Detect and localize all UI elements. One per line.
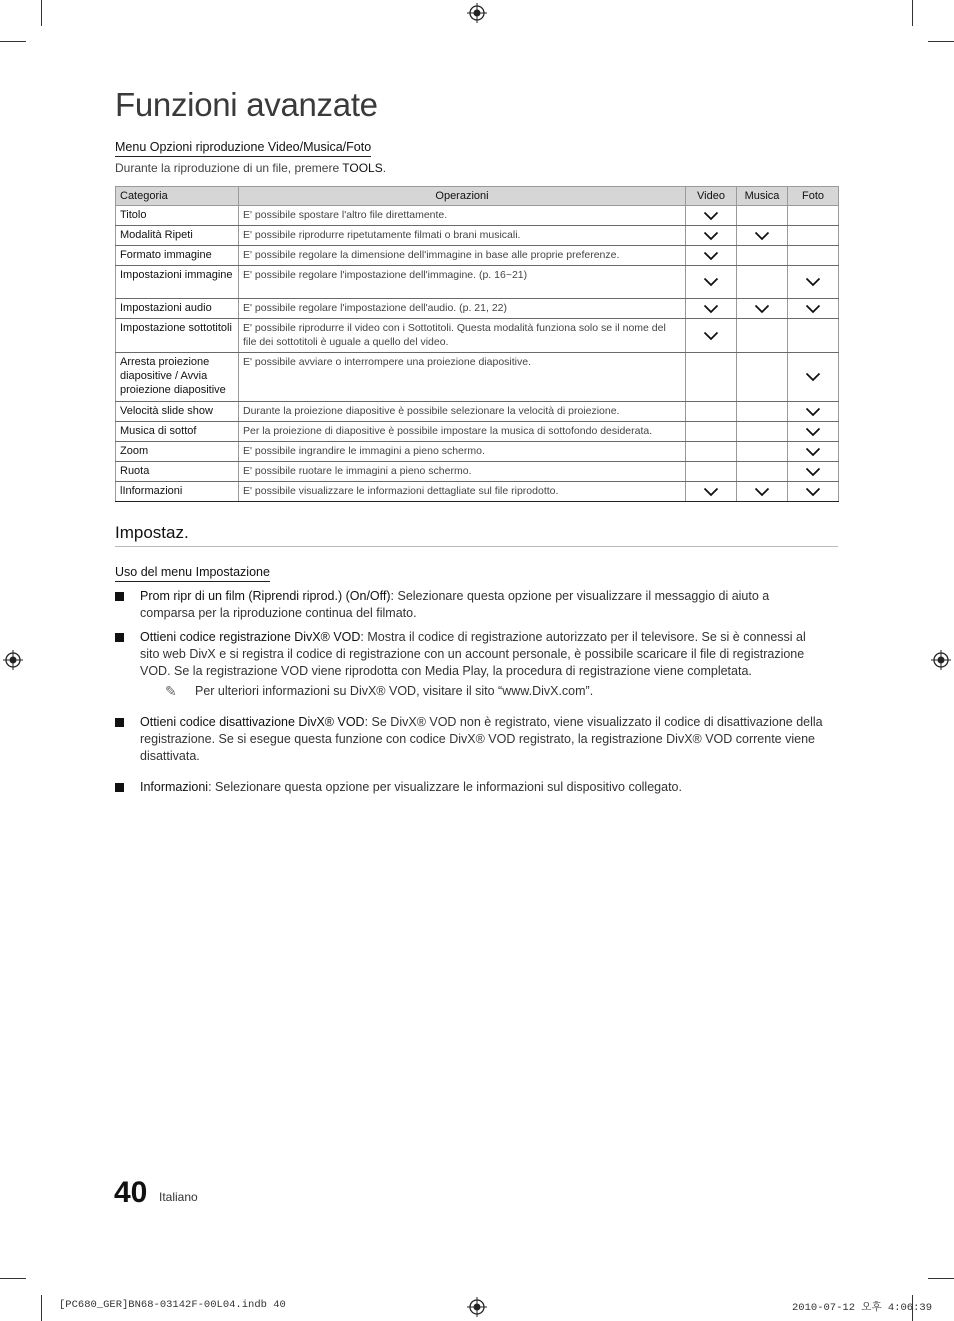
row-operation: E' possibile regolare l'impostazione dell'immagine. (p. 16~21) (239, 266, 686, 299)
chevron-down-icon (788, 447, 838, 457)
cell-photo (788, 299, 839, 319)
crop-mark (0, 41, 26, 42)
cell-video (686, 246, 737, 266)
crop-mark (0, 1278, 26, 1279)
bullet-item (115, 629, 827, 700)
row-category: Arresta proiezione diapositive / Avvia proiezione diapositive (116, 353, 239, 402)
cell-video (686, 422, 737, 442)
row-operation: Durante la proiezione diapositive è possibile selezionare la velocità di proiezione. (239, 402, 686, 422)
cell-video (686, 319, 737, 353)
cell-photo (788, 226, 839, 246)
table-row (116, 402, 839, 422)
intro-text-start: Durante la riproduzione di un file, premere (115, 161, 343, 175)
cell-music (737, 353, 788, 402)
registration-mark-icon (467, 3, 487, 23)
cell-music (737, 422, 788, 442)
options-table (115, 186, 839, 502)
header-operations: Operazioni (239, 187, 686, 206)
square-bullet-icon (115, 633, 124, 642)
table-row (116, 226, 839, 246)
chevron-down-icon (788, 427, 838, 437)
chevron-down-icon (788, 372, 838, 382)
cell-video (686, 299, 737, 319)
chevron-down-icon (788, 467, 838, 477)
header-music: Musica (737, 187, 788, 206)
header-video: Video (686, 187, 737, 206)
table-row (116, 482, 839, 502)
chevron-down-icon (686, 304, 736, 314)
cell-video (686, 226, 737, 246)
cell-video (686, 442, 737, 462)
row-category: Formato immagine (116, 246, 239, 266)
cell-video (686, 353, 737, 402)
registration-mark-icon (3, 650, 23, 670)
section-subheading: Uso del menu Impostazione (115, 565, 270, 582)
footer-file-info: [PC680_GER]BN68-03142F-00L04.indb 40 (59, 1299, 286, 1311)
table-row (116, 319, 839, 353)
row-operation: E' possibile regolare l'impostazione dell'audio. (p. 21, 22) (239, 299, 686, 319)
cell-music (737, 402, 788, 422)
bullet-term: Ottieni codice disattivazione DivX® VOD (140, 715, 365, 729)
cell-photo (788, 319, 839, 353)
square-bullet-icon (115, 592, 124, 601)
chevron-down-icon (788, 277, 838, 287)
page-title: Funzioni avanzate (115, 86, 378, 123)
cell-music (737, 246, 788, 266)
chevron-down-icon (686, 487, 736, 497)
header-category: Categoria (116, 187, 239, 206)
chevron-down-icon (686, 251, 736, 261)
chevron-down-icon (737, 304, 787, 314)
bullet-item (115, 588, 827, 622)
settings-bullet-list (115, 588, 827, 803)
cell-video (686, 462, 737, 482)
chevron-down-icon (686, 277, 736, 287)
row-category: Musica di sottof (116, 422, 239, 442)
cell-music (737, 226, 788, 246)
bullet-note (140, 683, 827, 700)
crop-mark (41, 1295, 42, 1321)
cell-music (737, 266, 788, 299)
crop-mark (928, 41, 954, 42)
cell-photo (788, 422, 839, 442)
square-bullet-icon (115, 783, 124, 792)
bullet-item (115, 714, 827, 765)
bullet-text: : Mostra il codice di registrazione autorizzato per il televisore. Se si è connessi al sito web DivX e si registra il codice di registrazione con un account personale, è possibile scaricare il file di registrazione VOD. Se la registrazione VOD viene riprodotta con Media Play, la procedura di registrazione viene completata. (140, 630, 806, 678)
bullet-term: Prom ripr di un film (Riprendi riprod.) (On/Off) (140, 589, 391, 603)
row-category: Impostazioni audio (116, 299, 239, 319)
chevron-down-icon (686, 331, 736, 341)
crop-mark (41, 0, 42, 26)
cell-photo (788, 246, 839, 266)
table-row (116, 462, 839, 482)
registration-mark-icon (467, 1297, 487, 1317)
note-text: Per ulteriori informazioni su DivX® VOD, visitare il sito “www.DivX.com”. (195, 684, 594, 698)
chevron-down-icon (788, 304, 838, 314)
bullet-term: Ottieni codice registrazione DivX® VOD (140, 630, 361, 644)
bullet-term: Informazioni (140, 780, 209, 794)
row-category: Ruota (116, 462, 239, 482)
cell-photo (788, 442, 839, 462)
row-category: Impostazione sottotitoli (116, 319, 239, 353)
chevron-down-icon (788, 487, 838, 497)
cell-music (737, 206, 788, 226)
pencil-note-icon: ✎ (165, 683, 177, 699)
cell-video (686, 266, 737, 299)
row-category: Zoom (116, 442, 239, 462)
footer-timestamp: 2010-07-12 오후 4:06:39 (792, 1302, 933, 1314)
header-photo: Foto (788, 187, 839, 206)
chevron-down-icon (737, 487, 787, 497)
row-category: Modalità Ripeti (116, 226, 239, 246)
table-row (116, 353, 839, 402)
table-row (116, 246, 839, 266)
registration-mark-icon (931, 650, 951, 670)
bullet-text: : Selezionare questa opzione per visualizzare il messaggio di aiuto a comparsa per la riproduzione continua del filmato. (140, 589, 770, 620)
page-number: 40 (114, 1176, 148, 1209)
cell-photo (788, 206, 839, 226)
row-category: Velocità slide show (116, 402, 239, 422)
cell-music (737, 442, 788, 462)
row-operation: E' possibile ingrandire le immagini a pieno schermo. (239, 442, 686, 462)
table-row (116, 266, 839, 299)
crop-mark (912, 0, 913, 26)
section-title: Impostaz. (115, 523, 838, 547)
cell-photo (788, 462, 839, 482)
table-row (116, 422, 839, 442)
bullet-text: : Selezionare questa opzione per visualizzare le informazioni sul dispositivo collegato. (208, 780, 682, 794)
table-subheading: Menu Opzioni riproduzione Video/Musica/Foto (115, 140, 371, 157)
bullet-item (115, 779, 827, 796)
table-row (116, 299, 839, 319)
cell-music (737, 319, 788, 353)
row-category: Impostazioni immagine (116, 266, 239, 299)
intro-text-end: . (382, 161, 387, 175)
cell-photo (788, 482, 839, 502)
square-bullet-icon (115, 718, 124, 727)
tools-key: TOOLS (342, 161, 383, 175)
chevron-down-icon (686, 231, 736, 241)
intro-text (115, 161, 386, 175)
row-operation: Per la proiezione di diapositive è possibile impostare la musica di sottofondo desiderata. (239, 422, 686, 442)
table-row (116, 206, 839, 226)
table-row (116, 442, 839, 462)
row-operation: E' possibile riprodurre il video con i Sottotitoli. Questa modalità funziona solo se il nome del file dei sottotitoli è uguale a quello del video. (239, 319, 686, 353)
row-operation: E' possibile avviare o interrompere una proiezione diapositive. (239, 353, 686, 402)
row-operation: E' possibile visualizzare le informazioni dettagliate sul file riprodotto. (239, 482, 686, 502)
page-language: Italiano (159, 1190, 198, 1204)
cell-video (686, 482, 737, 502)
cell-photo (788, 402, 839, 422)
cell-video (686, 402, 737, 422)
row-operation: E' possibile spostare l'altro file direttamente. (239, 206, 686, 226)
table-header-row (116, 187, 839, 206)
cell-music (737, 462, 788, 482)
cell-photo (788, 353, 839, 402)
chevron-down-icon (737, 231, 787, 241)
row-category: Titolo (116, 206, 239, 226)
row-operation: E' possibile ruotare le immagini a pieno schermo. (239, 462, 686, 482)
row-operation: E' possibile regolare la dimensione dell'immagine in base alle proprie preferenze. (239, 246, 686, 266)
crop-mark (928, 1278, 954, 1279)
chevron-down-icon (686, 211, 736, 221)
cell-video (686, 206, 737, 226)
cell-music (737, 299, 788, 319)
bullet-text: : Se DivX® VOD non è registrato, viene visualizzato il codice di disattivazione della registrazione. Se si esegue questa funzione con codice DivX® VOD registrato, la registrazione DivX® VOD corrente viene disattivata. (140, 715, 823, 763)
row-operation: E' possibile riprodurre ripetutamente filmati o brani musicali. (239, 226, 686, 246)
cell-music (737, 482, 788, 502)
chevron-down-icon (788, 407, 838, 417)
cell-photo (788, 266, 839, 299)
row-category: lInformazioni (116, 482, 239, 502)
